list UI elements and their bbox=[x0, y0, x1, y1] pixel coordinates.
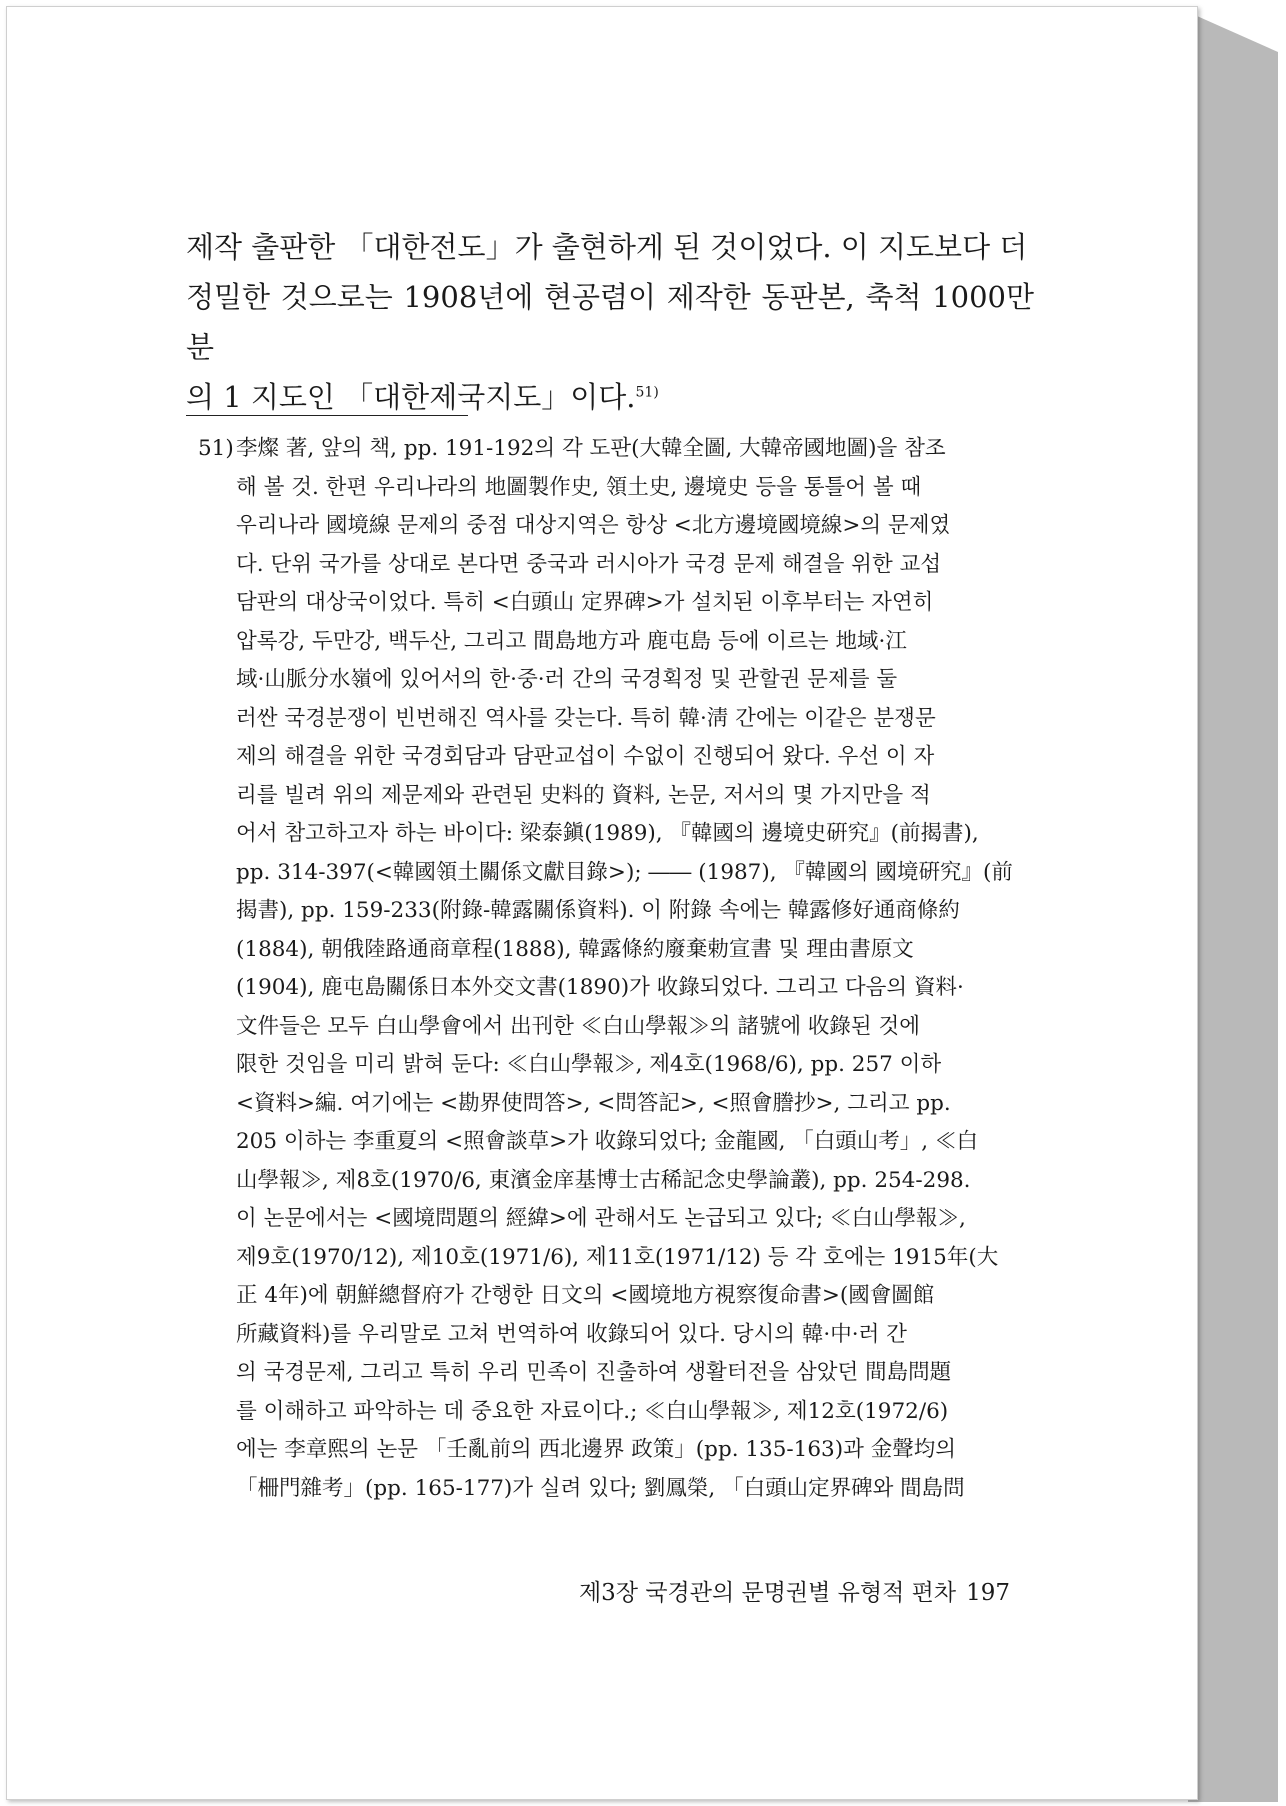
footnote-line: 所藏資料)를 우리말로 고쳐 번역하여 收錄되어 있다. 당시의 韓·中·러 간 bbox=[236, 1321, 907, 1347]
footnote-line: 압록강, 두만강, 백두산, 그리고 間島地方과 鹿屯島 등에 이르는 地域·江 bbox=[236, 628, 907, 654]
main-line-text: 의 1 지도인 「대한제국지도」이다. bbox=[186, 380, 636, 414]
page-footer bbox=[569, 1574, 1010, 1607]
footnote-line: 文件들은 모두 白山學會에서 出刊한 ≪白山學報≫의 諸號에 收錄된 것에 bbox=[236, 1013, 921, 1039]
footnote-body bbox=[198, 469, 1034, 1509]
footnote-line: 다. 단위 국가를 상대로 본다면 중국과 러시아가 국경 문제 해결을 위한 교섭 bbox=[236, 551, 942, 577]
footnote-line: <資料>編. 여기에는 <勘界使問答>, <問答記>, <照會謄抄>, 그리고 pp. bbox=[236, 1090, 951, 1116]
footnote-line: 揭書), pp. 159-233(附錄-韓露關係資料). 이 附錄 속에는 韓露修好通商條約 bbox=[236, 898, 960, 923]
running-chapter-title: 제3장 국경관의 문명권별 유형적 편차 bbox=[578, 1580, 957, 1606]
main-line: 정밀한 것으로는 1908년에 현공렴이 제작한 동판본, 축척 1000만분 bbox=[186, 280, 1034, 364]
footnote-line: 어서 참고하고자 하는 바이다: 梁泰鎭(1989), 『韓國의 邊境史硏究』(前揭書), bbox=[236, 821, 979, 846]
footnote-51 bbox=[198, 430, 1034, 1508]
footnote-line: 해 볼 것. 한편 우리나라의 地圖製作史, 領土史, 邊境史 등을 통틀어 볼 때 bbox=[236, 474, 922, 500]
footnote-line: 正 4年)에 朝鮮總督府가 간행한 日文의 <國境地方視察復命書>(國會圖館 bbox=[236, 1283, 935, 1308]
footnote-line: 담판의 대상국이었다. 특히 <白頭山 定界碑>가 설치된 이후부터는 자연히 bbox=[236, 590, 934, 615]
main-line: 제작 출판한 「대한전도」가 출현하게 된 것이었다. 이 지도보다 더 bbox=[186, 230, 1028, 264]
page-number: 197 bbox=[966, 1580, 1010, 1606]
footnote-line: 를 이해하고 파악하는 데 중요한 자료이다.; ≪白山學報≫, 제12호(1972/6) bbox=[236, 1398, 949, 1424]
main-paragraph bbox=[186, 222, 1034, 422]
footnote-line: (1904), 鹿屯島關係日本外交文書(1890)가 收錄되었다. 그리고 다음의 資料· bbox=[236, 975, 964, 1000]
footnote-line: 에는 李章熙의 논문 「壬亂前의 西北邊界 政策」(pp. 135-163)과 金聲均의 bbox=[236, 1437, 956, 1462]
footnote-line: 우리나라 國境線 문제의 중점 대상지역은 항상 <北方邊境國境線>의 문제였 bbox=[236, 513, 951, 538]
footnote-line: 제9호(1970/12), 제10호(1971/6), 제11호(1971/12) 등 각 호에는 1915年(大 bbox=[236, 1244, 999, 1270]
footnote-divider bbox=[186, 415, 468, 416]
footnote-text: 李燦 著, 앞의 책, pp. 191-192의 각 도판(大韓全圖, 大韓帝國地圖)을 참조 bbox=[236, 436, 946, 461]
footnote-line: 러싼 국경분쟁이 빈번해진 역사를 갖는다. 특히 韓·淸 간에는 이같은 분쟁문 bbox=[236, 705, 936, 731]
footnote-number: 51) bbox=[198, 436, 234, 461]
footnote-line: 의 국경문제, 그리고 특히 우리 민족이 진출하여 생활터전을 삼았던 間島問題 bbox=[236, 1360, 952, 1385]
footnote-line: 域·山脈分水嶺에 있어서의 한·중·러 간의 국경획정 및 관할권 문제를 둘 bbox=[236, 667, 898, 692]
footnote-line: 限한 것임을 미리 밝혀 둔다: ≪白山學報≫, 제4호(1968/6), pp. 257 이하 bbox=[236, 1052, 942, 1077]
footnote-line: 이 논문에서는 <國境問題의 經緯>에 관해서도 논급되고 있다; ≪白山學報≫, bbox=[236, 1206, 966, 1231]
footnote-first-line bbox=[198, 430, 1034, 469]
footnote-line: 山學報≫, 제8호(1970/6, 東濱金庠基博士古稀記念史學論叢), pp. 254-298. bbox=[236, 1167, 971, 1193]
footnote-line: 205 이하는 李重夏의 <照會談草>가 收錄되었다; 金龍國, 「白頭山考」, ≪白 bbox=[236, 1129, 978, 1154]
footnote-line: 「柵門雜考」(pp. 165-177)가 실려 있다; 劉鳳榮, 「白頭山定界碑와 間島問 bbox=[236, 1475, 965, 1501]
footnote-line: 제의 해결을 위한 국경회담과 담판교섭이 수없이 진행되어 왔다. 우선 이 자 bbox=[236, 744, 935, 769]
footnote-reference[interactable]: 51) bbox=[635, 384, 659, 401]
footnote-line: 리를 빌려 위의 제문제와 관련된 史料的 資料, 논문, 저서의 몇 가지만을 적 bbox=[236, 782, 931, 808]
page-edge-shadow bbox=[1188, 12, 1278, 1802]
footnote-line: pp. 314-397(<韓國領土關係文獻目錄>); ―― (1987), 『韓國의 國境硏究』(前 bbox=[236, 859, 1013, 885]
footnote-line: (1884), 朝俄陸路通商章程(1888), 韓露條約廢棄勅宣書 및 理由書原文 bbox=[236, 936, 914, 962]
